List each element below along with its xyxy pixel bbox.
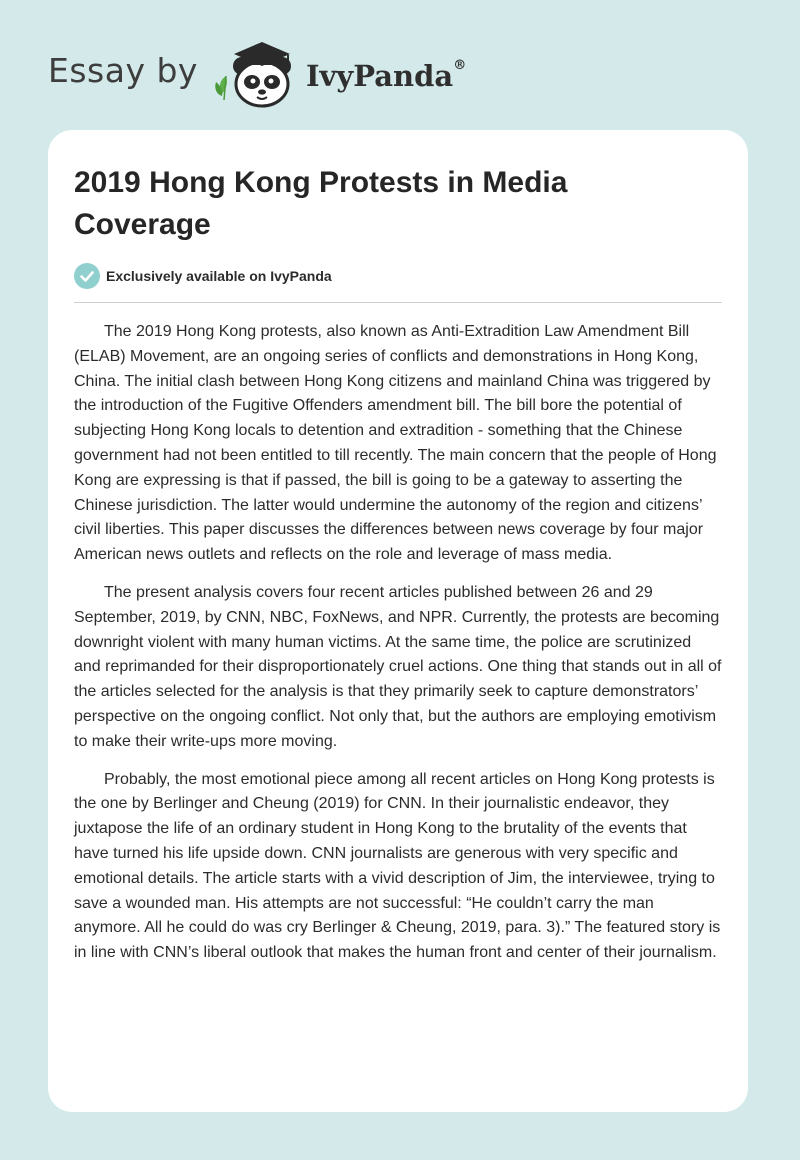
paragraph: Probably, the most emotional piece among all recent articles on Hong Kong protests is the one by Berlinger and Cheung (2019) for CNN. In their journalistic endeavor, they juxtapose the life of an ordinary student in Hong Kong to the brutality of the events that have turned his life upside down. CNN journalists are generous with very specific and emotional details. The article starts with a vivid description of Jim, the interviewee, trying to save a wounded man. His attempts are not successful: “He couldn’t carry the man anymore. All he could do was cry Berlinger & Cheung, 2019, para. 3).” The featured story is in line with CNN’s liberal outlook that makes the human front and center of their journalism. — [74, 770, 721, 962]
brand-prefix: Essay by — [48, 50, 198, 90]
paragraph: The 2019 Hong Kong protests, also known as Anti-Extradition Law Amendment Bill (ELAB) Movement, are an ongoing series of conflicts and demonstrations in Hong Kong, China. The initial clash between Hong Kong citizens and mainland China was triggered by the introduction of the Fugitive Offenders amendment bill. The bill bore the potential of subjecting Hong Kong locals to detention and extradition - something that the Chinese government had not been entitled to till recently. The main concern that the people of Hong Kong are expressing is that if passed, the bill is going to be a gateway to asserting the Chinese jurisdiction. The latter would undermine the autonomy of the region and citizens’ civil liberties. This paper discusses the differences between news coverage by four major American news outlets and reflects on the role and leverage of mass media. — [74, 323, 717, 564]
panda-graduate-icon — [212, 36, 304, 108]
essay-title: 2019 Hong Kong Protests in Media Coverage — [74, 166, 568, 241]
essay-card — [48, 130, 748, 1112]
brand-name-text: IvyPanda — [305, 59, 454, 93]
check-circle-icon — [74, 263, 100, 289]
brand-name — [306, 59, 466, 93]
paragraph: The present analysis covers four recent articles published between 26 and 29 September, 2019, by CNN, NBC, FoxNews, and NPR. Currently, the protests are becoming downright violent with many human victims. At the same time, the police are scrutinized and reprimanded for their disproportionately cruel actions. One thing that stands out in all of the articles selected for the analysis is that they primarily seek to capture demonstrators’ perspective on the ongoing conflict. Not only that, but the authors are employing emotivism to make their write-ups more moving. — [74, 583, 722, 750]
brand-header — [48, 36, 466, 108]
registered-mark: ® — [453, 58, 467, 74]
divider — [74, 302, 722, 303]
exclusive-badge — [74, 263, 332, 289]
exclusive-badge-text: Exclusively available on IvyPanda — [106, 268, 332, 284]
essay-body — [74, 320, 722, 979]
